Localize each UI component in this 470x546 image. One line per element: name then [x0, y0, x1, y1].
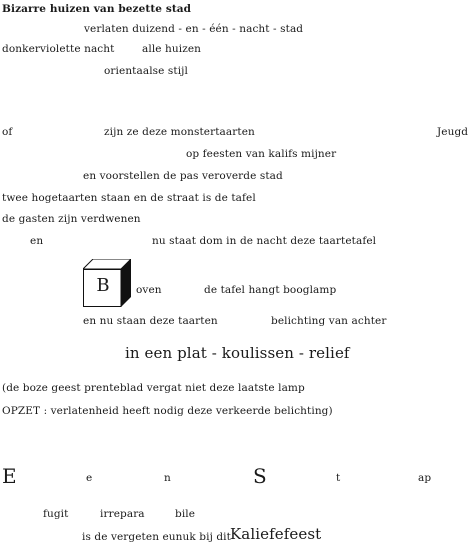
letter-e: e — [86, 472, 93, 484]
letters-ap: ap — [418, 472, 432, 484]
line-monstertaarten: zijn ze deze monstertaarten — [104, 126, 255, 138]
line-belichting: belichting van achter — [271, 315, 387, 327]
cube-letter: B — [96, 275, 110, 296]
line-taartetafel: nu staat dom in de nacht deze taartetafel — [152, 235, 377, 247]
line-opzet: OPZET : verlatenheid heeft nodig deze verkeerde belichting) — [2, 405, 333, 417]
line-voorstellen-stad: en voorstellen de pas veroverde stad — [83, 170, 283, 182]
letter-s-capital: S — [253, 464, 267, 488]
word-jeugd: Jeugd — [437, 126, 469, 138]
cube-illustration — [83, 259, 131, 307]
line-alle-huizen: alle huizen — [142, 43, 202, 55]
line-bizarre-huizen: Bizarre huizen van bezette stad — [2, 3, 192, 15]
line-booglamp: de tafel hangt booglamp — [204, 284, 337, 296]
line-verlaten-stad: verlaten duizend - en - één - nacht - stad — [84, 23, 304, 35]
word-kaliefefeest: Kaliefefeest — [230, 525, 322, 543]
line-boze-geest: (de boze geest prenteblad vergat niet deze laatste lamp — [2, 382, 305, 394]
line-gasten-verdwenen: de gasten zijn verdwenen — [2, 213, 141, 225]
word-irrepara: irrepara — [100, 508, 145, 520]
word-oven: oven — [136, 284, 162, 296]
line-feesten-kalifs: op feesten van kalifs mijner — [186, 148, 337, 160]
letter-e-capital: E — [2, 464, 17, 488]
line-koulissen-relief: in een plat - koulissen - relief — [125, 344, 350, 362]
line-staan-taarten: en nu staan deze taarten — [83, 315, 218, 327]
line-orientaalse-stijl: orientaalse stijl — [104, 65, 188, 77]
line-vergeten-eunuk: is de vergeten eunuk bij dit — [82, 531, 231, 543]
word-en: en — [30, 235, 44, 247]
line-hogetaarten: twee hogetaarten staan en de straat is de tafel — [2, 192, 256, 204]
word-of: of — [2, 126, 13, 138]
letter-n: n — [164, 472, 171, 484]
line-donkerviolette-nacht: donkerviolette nacht — [2, 43, 115, 55]
word-fugit: fugit — [43, 508, 69, 520]
word-bile: bile — [175, 508, 196, 520]
letter-t: t — [336, 472, 341, 484]
